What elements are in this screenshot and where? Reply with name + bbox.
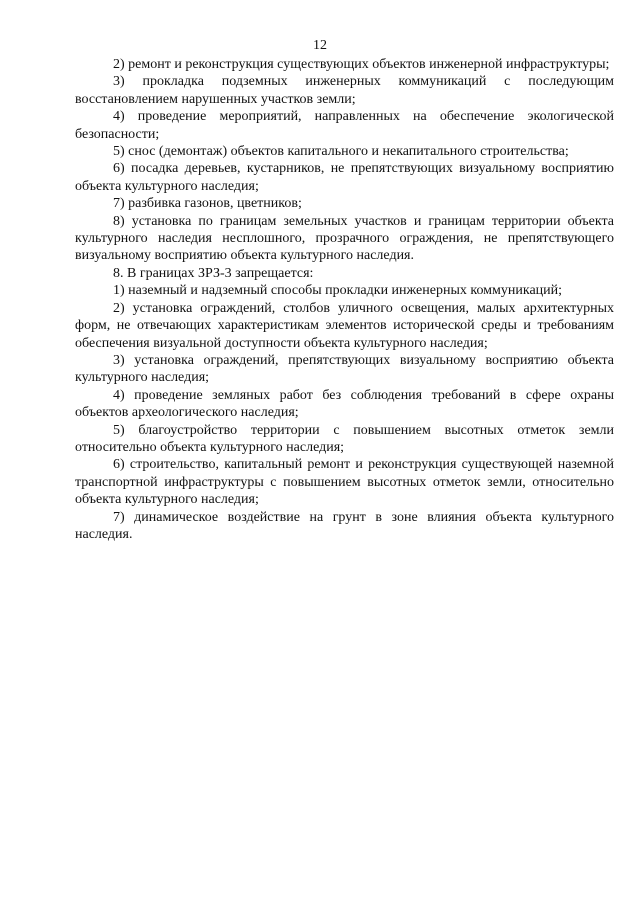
- paragraph-prohibited-5: 5) благоустройство территории с повышением высотных отметок земли относительно объекта культурного наследия;: [75, 422, 614, 455]
- paragraph-prohibited-1: 1) наземный и надземный способы прокладки инженерных коммуникаций;: [113, 283, 563, 299]
- paragraph-item-4-ecology: 4) проведение мероприятий, направленных на обеспечение экологической безопасности;: [75, 109, 614, 142]
- page-number: 12: [313, 38, 327, 53]
- section-heading-zrz3: 8. В границах ЗРЗ-3 запрещается:: [113, 265, 314, 281]
- paragraph-prohibited-6: 6) строительство, капитальный ремонт и реконструкция существующей наземной транспортной инфраструктуры с повышением высотных отметок земли, относительно объекта культурного наследия;: [75, 457, 614, 508]
- paragraph-item-2-repair: 2) ремонт и реконструкция существующих объектов инженерной инфраструктуры;: [113, 57, 610, 72]
- paragraph-prohibited-2: 2) установка ограждений, столбов уличного освещения, малых архитектурных форм, не отвечающих характеристикам элементов исторической среды и требованиям обеспечения визуальной доступности объекта культурного наследия;: [75, 300, 614, 351]
- paragraph-prohibited-3: 3) установка ограждений, препятствующих визуальному восприятию объекта культурного наследия;: [75, 352, 614, 386]
- paragraph-item-5-demolition: 5) снос (демонтаж) объектов капитального и некапитального строительства;: [113, 144, 569, 160]
- paragraph-item-6-planting: 6) посадка деревьев, кустарников, не препятствующих визуальному восприятию объекта культурного наследия;: [75, 161, 614, 194]
- paragraph-prohibited-7: 7) динамическое воздействие на грунт в зоне влияния объекта культурного наследия.: [75, 509, 614, 542]
- document-body: [75, 56, 614, 543]
- paragraph-item-3-underground-utilities: 3) прокладка подземных инженерных коммуникаций с последующим восстановлением нарушенных участков земли;: [75, 74, 614, 107]
- paragraph-prohibited-4: 4) проведение земляных работ без соблюдения требований в сфере охраны объектов археологического наследия;: [75, 387, 614, 421]
- paragraph-item-8-fencing: 8) установка по границам земельных участков и границам территории объекта культурного наследия несплошного, прозрачного ограждения, не препятствующего визуальному восприятию объекта культурного наследия.: [75, 213, 614, 264]
- paragraph-item-7-lawns: 7) разбивка газонов, цветников;: [113, 196, 302, 212]
